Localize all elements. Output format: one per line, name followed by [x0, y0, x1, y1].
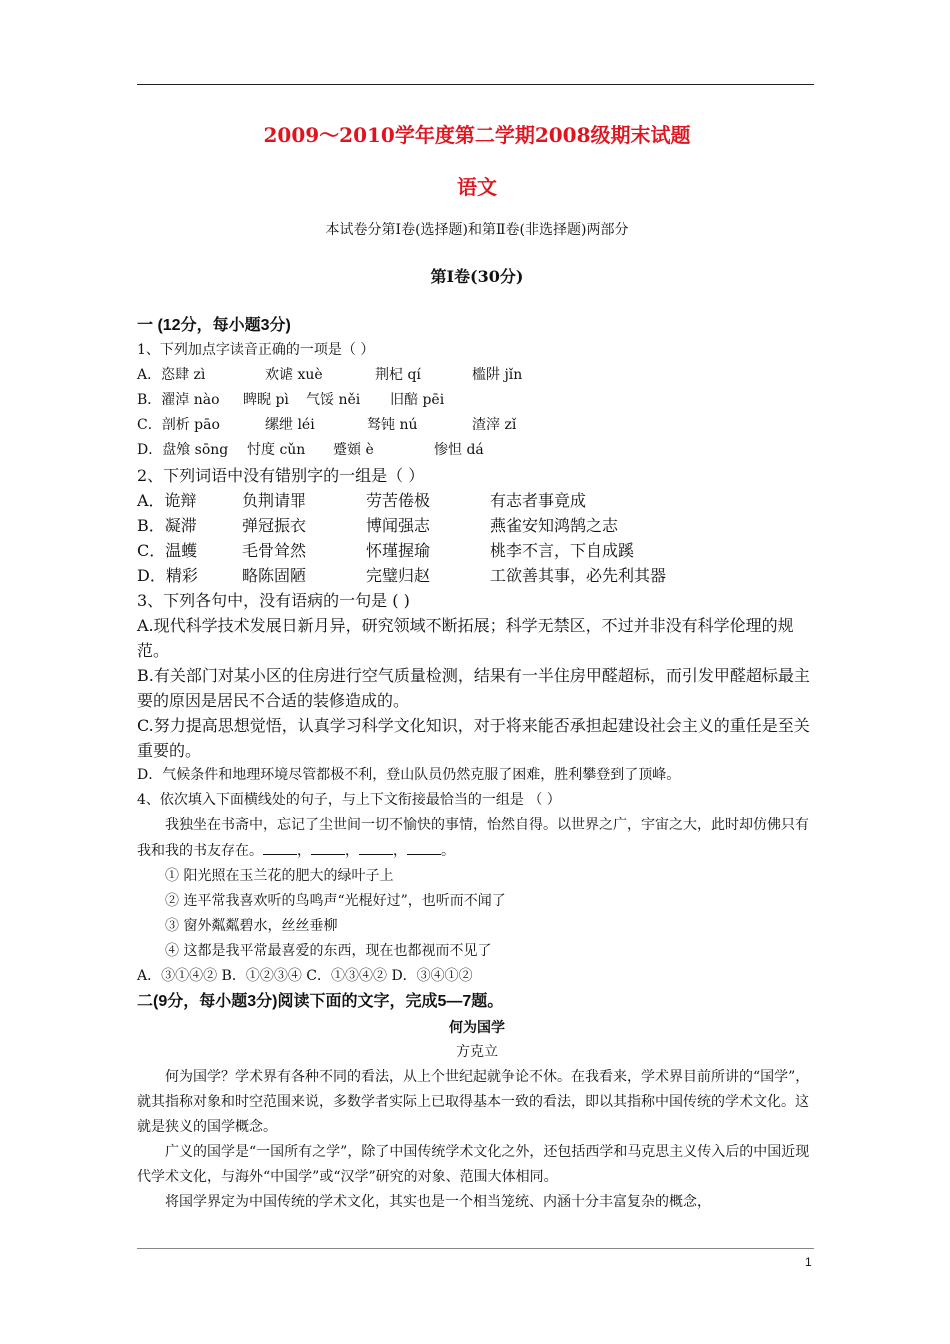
q4-item-4: ④ 这都是我平常最喜爱的东西，现在也都视而不见了 [165, 943, 492, 959]
article-paragraph: 何为国学？学术界有各种不同的看法，从上个世纪起就争论不休。在我看来，学术界目前所讲的“国学”，就其指称对象和时空范围来说，多数学者实际上已取得基本一致的看法，即以其指称中国传统的学术文化。这就是狭义的国学概念。 [137, 1069, 810, 1135]
footer-rule [137, 1248, 814, 1249]
subject-title: 语文 [457, 175, 497, 199]
answer-blank [407, 838, 441, 855]
q4-answers: A．③①④② B．①②③④ C．①③④② D．③④①② [137, 968, 473, 984]
q3-option-c: C.努力提高思想觉悟，认真学习科学文化知识，对于将来能否承担起建设社会主义的重任是至关重要的。 [137, 716, 810, 760]
q2-option-a: A．诡辩 负荆请罪 劳苦倦极 有志者事竟成 [137, 491, 587, 510]
answer-blank [311, 838, 345, 855]
q1-option-d: D．盘飧 sōng 忖度 cǔn 蹙頞 è 惨怛 dá [137, 442, 484, 458]
article-paragraph: 将国学界定为中国传统的学术文化，其实也是一个相当笼统、内涵十分丰富复杂的概念， [165, 1194, 711, 1210]
q2-stem: 2、下列词语中没有错别字的一组是（ ） [137, 466, 425, 485]
article-title: 何为国学 [449, 1019, 505, 1035]
page-number: 1 [805, 1255, 812, 1269]
header-rule [137, 84, 814, 85]
section2-heading: 二(9分，每小题3分)阅读下面的文字，完成5—7题。 [137, 993, 504, 1010]
q4-item-1: ① 阳光照在玉兰花的肥大的绿叶子上 [165, 868, 394, 884]
exam-title: 2009～2010学年度第二学期2008级期末试题 [263, 123, 691, 147]
q3-option-a: A.现代科学技术发展日新月异，研究领域不断拓展；科学无禁区，不过并非没有科学伦理的规范。 [137, 616, 794, 660]
q3-option-b: B.有关部门对某小区的住房进行空气质量检测，结果有一半住房甲醛超标，而引发甲醛超标最主要的原因是居民不合适的装修造成的。 [137, 666, 810, 710]
q4-item-3: ③ 窗外粼粼碧水，丝丝垂柳 [165, 918, 338, 934]
q3-option-d: D．气候条件和地理环境尽管都极不利，登山队员仍然克服了困难，胜利攀登到了顶峰。 [137, 767, 681, 783]
q1-stem: 1、下列加点字读音正确的一项是（ ） [137, 342, 375, 358]
q1-option-c: C．剖析 pāo 缧绁 léi 驽钝 nú 渣滓 zǐ [137, 417, 517, 433]
answer-blank [359, 838, 393, 855]
article-paragraph: 广义的国学是“一国所有之学”，除了中国传统学术文化之外，还包括西学和马克思主义传入后的中国近现代学术文化，与海外“中国学”或“汉学”研究的对象、范围大体相同。 [137, 1144, 810, 1185]
q2-option-d: D．精彩 略陈固陋 完璧归赵 工欲善其事，必先利其器 [137, 566, 667, 585]
section1-heading: 一 (12分，每小题3分) [137, 317, 291, 334]
q1-option-b: B．濯淖 nào 睥睨 pì 气馁 něi 旧醅 pēi [137, 392, 445, 408]
exam-intro: 本试卷分第Ⅰ卷(选择题)和第Ⅱ卷(非选择题)两部分 [325, 222, 629, 238]
q1-option-a: A．恣肆 zì 欢谑 xuè 荆杞 qí 槛阱 jǐn [137, 367, 523, 383]
q2-option-c: C．温蠖 毛骨耸然 怀瑾握瑜 桃李不言，下自成蹊 [137, 541, 635, 560]
answer-blank [263, 838, 297, 855]
q4-stem: 4、依次填入下面横线处的句子，与上下文衔接最恰当的一组是 （ ） [137, 792, 561, 808]
document-body [137, 118, 817, 1215]
q4-passage: 我独坐在书斋中，忘记了尘世间一切不愉快的事情，怡然自得。以世界之广，宇宙之大，此时却仿佛只有我和我的书友存在。 ， ， ， 。 [137, 817, 809, 859]
volume-heading: 第Ⅰ卷(30分) [430, 267, 524, 286]
q4-item-2: ② 连平常我喜欢听的鸟鸣声“光棍好过”，也听而不闻了 [165, 893, 506, 909]
q2-option-b: B．凝滞 弹冠振衣 博闻强志 燕雀安知鸿鹄之志 [137, 516, 619, 535]
q3-stem: 3、下列各句中，没有语病的一句是 ( ) [137, 591, 410, 610]
article-author: 方克立 [456, 1044, 498, 1060]
